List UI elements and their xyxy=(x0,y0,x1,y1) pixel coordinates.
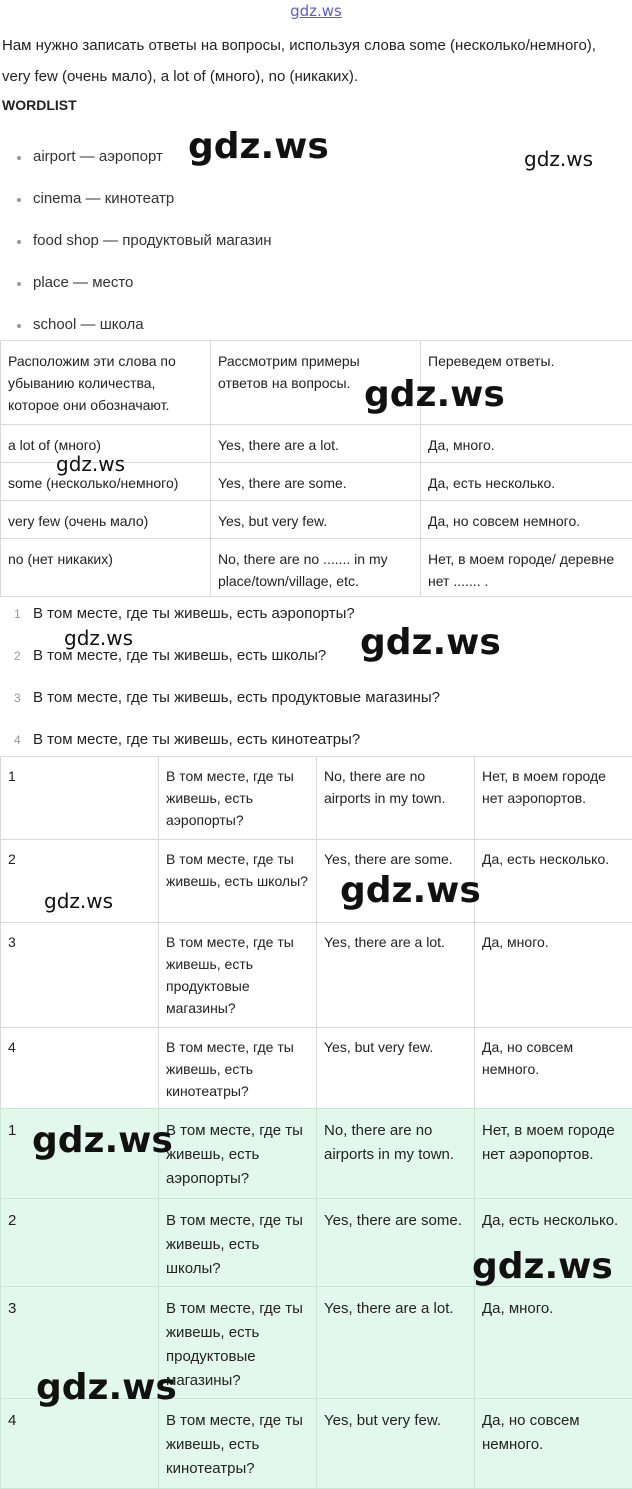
question-text: В том месте, где ты живешь, есть аэропорты? xyxy=(33,605,355,622)
table-row xyxy=(1,1199,632,1287)
table-cell: Да, есть несколько. xyxy=(421,463,632,501)
table-cell: В том месте, где ты живешь, есть аэропорты? xyxy=(159,1109,317,1199)
list-item xyxy=(0,596,440,638)
table-row xyxy=(1,463,632,501)
table-cell: a lot of (много) xyxy=(1,425,211,463)
watermark: gdz.ws xyxy=(360,622,501,663)
question-text: В том месте, где ты живешь, есть продуктовые магазины? xyxy=(33,689,440,706)
watermark: gdz.ws xyxy=(32,1120,173,1161)
watermark: gdz.ws xyxy=(36,1367,177,1408)
table-row xyxy=(1,757,632,840)
table-cell: В том месте, где ты живешь, есть кинотеатры? xyxy=(159,1399,317,1489)
table-cell: 2 xyxy=(1,1199,159,1287)
table-cell: 2 xyxy=(1,840,159,923)
table-cell: Нет, в моем городе нет аэропортов. xyxy=(475,757,632,840)
table-cell: 1 xyxy=(1,1109,159,1199)
table-cell: Yes, there are some. xyxy=(317,1199,475,1287)
list-item xyxy=(0,680,440,722)
question-text: В том месте, где ты живешь, есть школы? xyxy=(33,647,326,664)
table-cell: Yes, there are a lot. xyxy=(211,425,421,463)
table-cell: Yes, but very few. xyxy=(211,501,421,539)
table-cell: В том месте, где ты живешь, есть продуктовые магазины? xyxy=(159,1287,317,1399)
item-number: 1 xyxy=(14,596,21,632)
list-item: school — школа xyxy=(0,304,272,346)
table-row xyxy=(1,501,632,539)
list-item: cinema — кинотеатр xyxy=(0,178,272,220)
table-cell: Yes, but very few. xyxy=(317,1028,475,1109)
watermark: gdz.ws xyxy=(56,452,125,476)
list-item: airport — аэропорт xyxy=(0,136,272,178)
answers-table-highlighted xyxy=(0,1108,632,1489)
table-cell: В том месте, где ты живешь, есть школы? xyxy=(159,840,317,923)
table-cell: В том месте, где ты живешь, есть продуктовые магазины? xyxy=(159,923,317,1028)
list-item: place — место xyxy=(0,262,272,304)
intro-text: Нам нужно записать ответы на вопросы, используя слова some (несколько/немного), very few (очень мало), a lot of (много), no (никаких). xyxy=(2,30,628,92)
table-cell: No, there are no airports in my town. xyxy=(317,1109,475,1199)
table-cell: No, there are no ....... in my place/town/village, etc. xyxy=(211,539,421,597)
watermark: gdz.ws xyxy=(524,147,593,171)
table-cell: Yes, there are a lot. xyxy=(317,1287,475,1399)
table-cell: very few (очень мало) xyxy=(1,501,211,539)
table-cell: В том месте, где ты живешь, есть кинотеатры? xyxy=(159,1028,317,1109)
table-row xyxy=(1,1399,632,1489)
table-row xyxy=(1,1028,632,1109)
table-row xyxy=(1,341,632,425)
table-cell: Расположим эти слова по убыванию количества, которое они обозначают. xyxy=(1,341,211,425)
table-cell: 3 xyxy=(1,923,159,1028)
table-cell: Рассмотрим примеры ответов на вопросы. xyxy=(211,341,421,425)
table-cell: Нет, в моем городе нет аэропортов. xyxy=(475,1109,632,1199)
table-cell: Да, но совсем немного. xyxy=(421,501,632,539)
watermark: gdz.ws xyxy=(364,374,505,415)
table-cell: no (нет никаких) xyxy=(1,539,211,597)
table-cell: Да, но совсем немного. xyxy=(475,1028,632,1109)
table-cell: Yes, there are some. xyxy=(317,840,475,923)
table-cell: В том месте, где ты живешь, есть школы? xyxy=(159,1199,317,1287)
watermark: gdz.ws xyxy=(472,1246,613,1287)
quantity-table xyxy=(0,340,632,597)
watermark: gdz.ws xyxy=(188,126,329,167)
table-cell: Да, много. xyxy=(421,425,632,463)
table-cell: Да, но совсем немного. xyxy=(475,1399,632,1489)
table-cell: 4 xyxy=(1,1399,159,1489)
question-text: В том месте, где ты живешь, есть кинотеатры? xyxy=(33,731,360,748)
table-cell: Да, много. xyxy=(475,923,632,1028)
table-cell: 1 xyxy=(1,757,159,840)
table-cell: Yes, but very few. xyxy=(317,1399,475,1489)
watermark: gdz.ws xyxy=(44,889,113,913)
table-row xyxy=(1,539,632,597)
table-cell: Да, есть несколько. xyxy=(475,1199,632,1287)
table-cell: Yes, there are some. xyxy=(211,463,421,501)
table-cell: 4 xyxy=(1,1028,159,1109)
questions-list xyxy=(0,596,440,764)
table-cell: some (несколько/немного) xyxy=(1,463,211,501)
wordlist-heading: WORDLIST xyxy=(2,97,77,113)
table-cell: Да, есть несколько. xyxy=(475,840,632,923)
table-cell: Переведем ответы. xyxy=(421,341,632,425)
item-number: 4 xyxy=(14,722,21,758)
table-cell: Yes, there are a lot. xyxy=(317,923,475,1028)
table-row xyxy=(1,1109,632,1199)
table-cell: В том месте, где ты живешь, есть аэропорты? xyxy=(159,757,317,840)
wordlist xyxy=(0,136,272,346)
list-item xyxy=(0,638,440,680)
watermark: gdz.ws xyxy=(64,626,133,650)
table-cell: No, there are no airports in my town. xyxy=(317,757,475,840)
item-number: 2 xyxy=(14,638,21,674)
table-cell: Да, много. xyxy=(475,1287,632,1399)
table-cell: 3 xyxy=(1,1287,159,1399)
table-row xyxy=(1,425,632,463)
table-row xyxy=(1,1287,632,1399)
table-row xyxy=(1,923,632,1028)
answers-table xyxy=(0,756,632,1109)
watermark: gdz.ws xyxy=(340,870,481,911)
item-number: 3 xyxy=(14,680,21,716)
table-cell: Нет, в моем городе/ деревне нет ....... . xyxy=(421,539,632,597)
site-link[interactable]: gdz.ws xyxy=(0,2,632,20)
list-item: food shop — продуктовый магазин xyxy=(0,220,272,262)
table-row xyxy=(1,840,632,923)
